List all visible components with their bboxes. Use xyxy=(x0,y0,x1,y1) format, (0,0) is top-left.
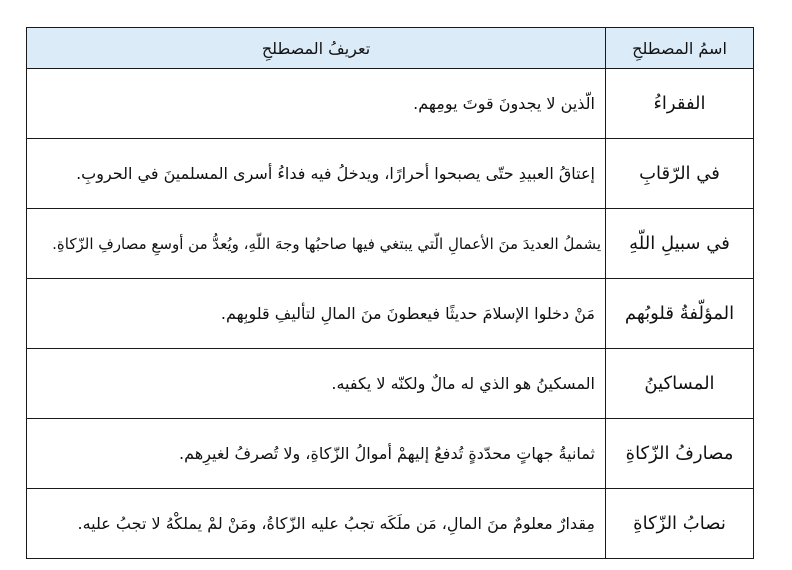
header-term-definition: تعريفُ المصطلحِ xyxy=(27,28,606,69)
term-name: المؤلّفةُ قلوبُهم xyxy=(606,279,754,349)
table-row xyxy=(27,279,754,349)
term-definition: يشملُ العديدَ منَ الأعمالِ الّتي يبتغي فيها صاحبُها وجهَ اللّهِ، ويُعدُّ من أوسعِ مصارفِ الزّكاةِ. xyxy=(27,209,606,279)
term-definition: المسكينُ هو الذي له مالٌ ولكنّه لا يكفيه. xyxy=(27,349,606,419)
terms-sheet xyxy=(26,27,753,558)
table-row xyxy=(27,419,754,489)
table-row xyxy=(27,69,754,139)
term-name: الفقراءُ xyxy=(606,69,754,139)
term-name: المساكينُ xyxy=(606,349,754,419)
terms-table xyxy=(26,27,754,559)
table-row xyxy=(27,139,754,209)
term-definition: الّذين لا يجدونَ قوتَ يومِهم. xyxy=(27,69,606,139)
term-definition: مَنْ دخلوا الإسلامَ حديثًا فيعطونَ منَ المالِ لتأليفِ قلوبِهم. xyxy=(27,279,606,349)
header-term-name: اسمُ المصطلحِ xyxy=(606,28,754,69)
term-definition: إعتاقُ العبيدِ حتّى يصبحوا أحرارًا، ويدخلُ فيه فداءُ أسرى المسلمينَ في الحروبِ. xyxy=(27,139,606,209)
table-row xyxy=(27,349,754,419)
term-definition: ثمانيةُ جهاتٍ محدّدةٍ تُدفعُ إليهمْ أموالُ الزّكاةِ، ولا تُصرفُ لغيرِهم. xyxy=(27,419,606,489)
table-row xyxy=(27,209,754,279)
term-name: نصابُ الزّكاةِ xyxy=(606,489,754,559)
table-row xyxy=(27,489,754,559)
term-definition: مِقدارٌ معلومٌ منَ المالِ، مَن ملَكَه تجبُ عليه الزّكاةُ، ومَنْ لمْ يملكْهُ لا تجبُ عليه. xyxy=(27,489,606,559)
term-name: في سبيلِ اللّهِ xyxy=(606,209,754,279)
term-name: مصارفُ الزّكاةِ xyxy=(606,419,754,489)
table-header-row xyxy=(27,28,754,69)
term-name: في الرّقابِ xyxy=(606,139,754,209)
